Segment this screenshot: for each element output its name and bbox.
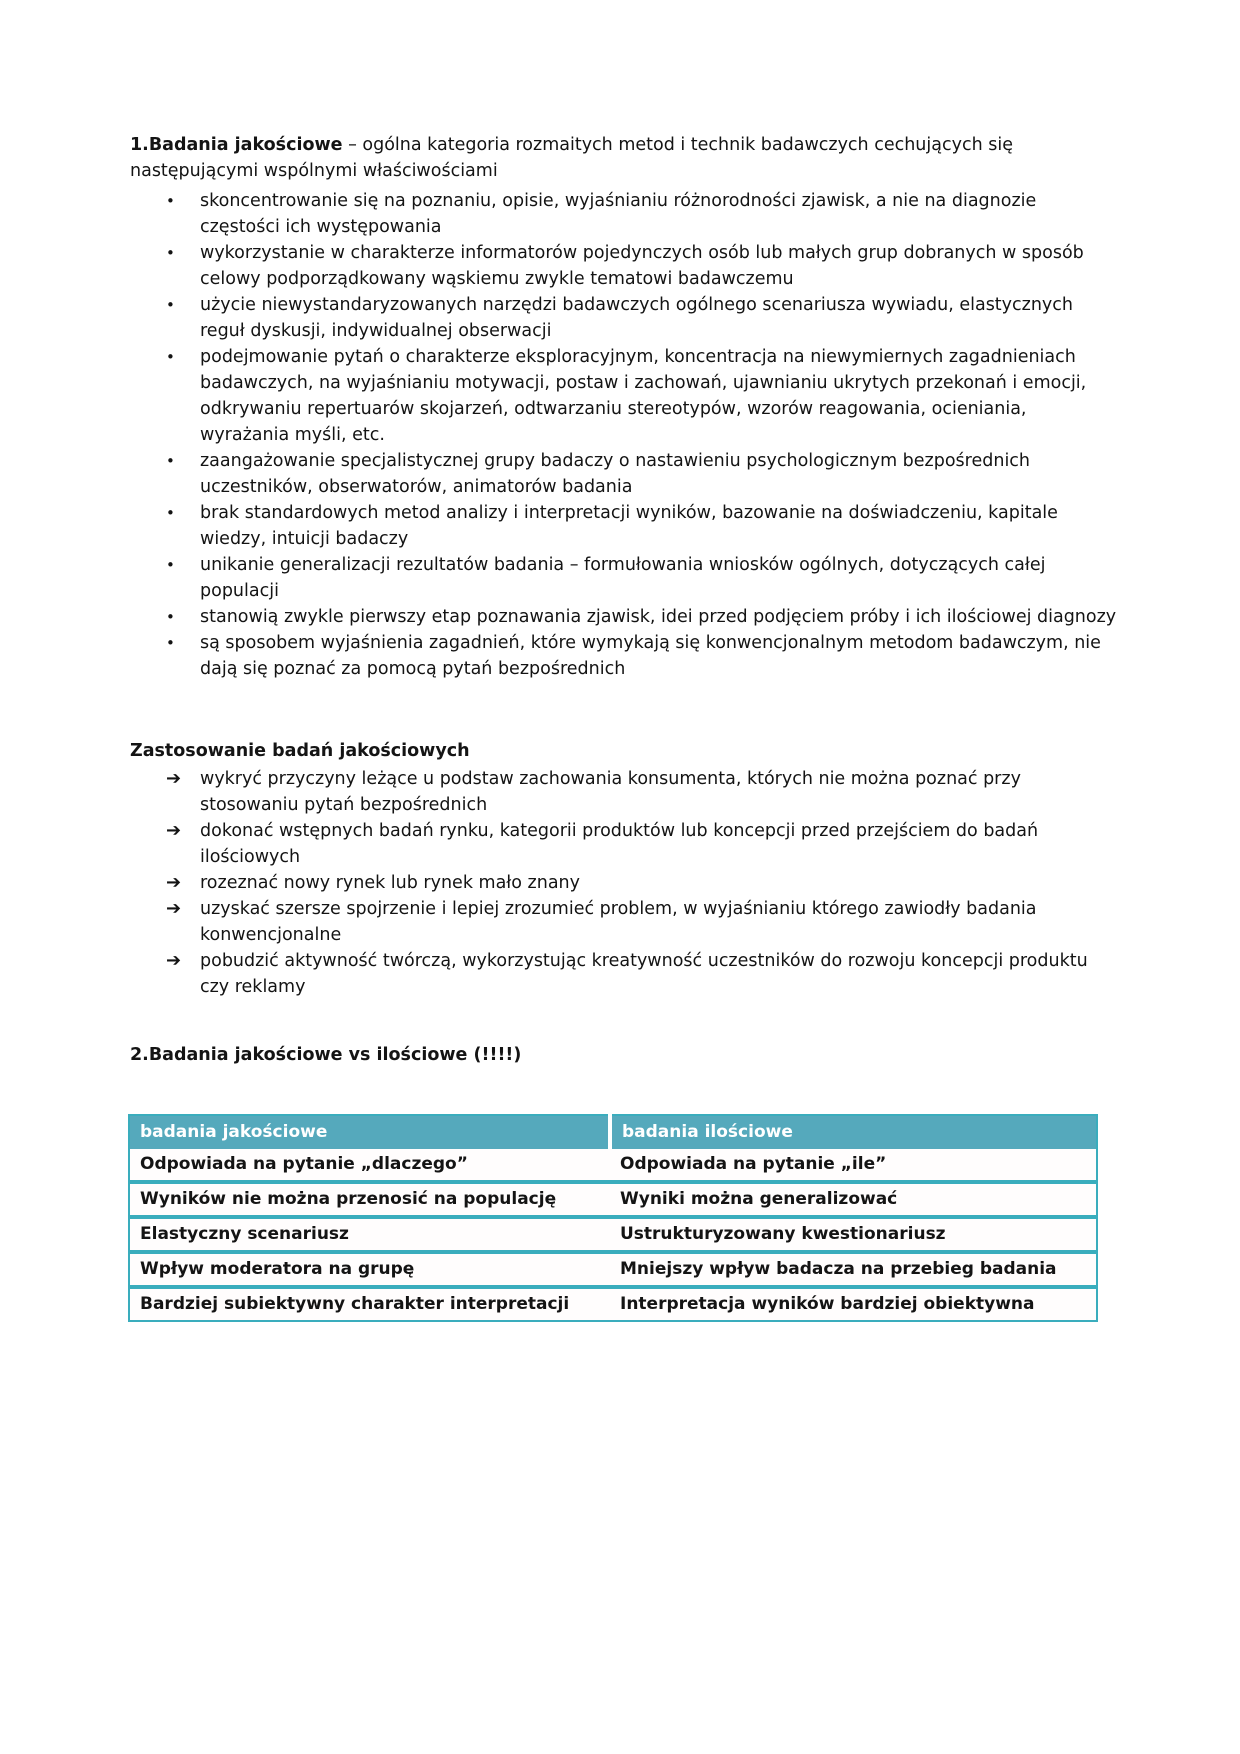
list-item-text: uzyskać szersze spojrzenie i lepiej zrozumieć problem, w wyjaśnianiu którego zawiodły badania konwencjonalne [200, 899, 1037, 945]
table-cell: Ustrukturyzowany kwestionariusz [610, 1217, 1097, 1252]
arrow-icon: ➔ [166, 898, 182, 919]
list-item-text: wykorzystanie w charakterze informatorów pojedynczych osób lub małych grup dobranych w sposób celowy podporządkowany wąskiemu zwykle tematowi badawczemu [200, 243, 1084, 289]
list-item [130, 344, 1120, 448]
list-item [130, 448, 1120, 500]
applications-list [130, 766, 1120, 1000]
bullet-icon: • [166, 556, 175, 574]
bullet-icon: • [166, 634, 175, 652]
bullet-icon: • [166, 504, 175, 522]
table-row [129, 1182, 1097, 1217]
list-item-text: zaangażowanie specjalistycznej grupy badaczy o nastawieniu psychologicznym bezpośrednich uczestników, obserwatorów, animatorów badania [200, 451, 1031, 497]
arrow-icon: ➔ [166, 768, 182, 789]
list-item-text: brak standardowych metod analizy i interpretacji wyników, bazowanie na doświadczeniu, kapitale wiedzy, intuicji badaczy [200, 503, 1058, 549]
bullet-icon: • [166, 244, 175, 262]
table-cell: Wpływ moderatora na grupę [129, 1252, 610, 1287]
table-cell: Bardziej subiektywny charakter interpretacji [129, 1287, 610, 1321]
list-item-text: pobudzić aktywność twórczą, wykorzystując kreatywność uczestników do rozwoju koncepcji produktu czy reklamy [200, 951, 1088, 997]
table-cell: Interpretacja wyników bardziej obiektywna [610, 1287, 1097, 1321]
list-item-text: są sposobem wyjaśnienia zagadnień, które wymykają się konwencjonalnym metodom badawczym, nie dają się poznać za pomocą pytań bezpośrednich [200, 633, 1101, 679]
list-item-text: wykryć przyczyny leżące u podstaw zachowania konsumenta, których nie można poznać przy stosowaniu pytań bezpośrednich [200, 769, 1021, 815]
table-row [129, 1149, 1097, 1182]
table-row [129, 1287, 1097, 1321]
table-row [129, 1217, 1097, 1252]
table-row [129, 1252, 1097, 1287]
table-cell: Wyników nie można przenosić na populację [129, 1182, 610, 1217]
table-cell: Odpowiada na pytanie „ile” [610, 1149, 1097, 1182]
bullet-icon: • [166, 296, 175, 314]
list-item-text: rozeznać nowy rynek lub rynek mało znany [200, 873, 580, 893]
column-header-quantitative: badania ilościowe [610, 1115, 1097, 1149]
bullet-icon: • [166, 192, 175, 210]
list-item [130, 630, 1120, 682]
list-item [130, 948, 1120, 1000]
list-item [130, 818, 1120, 870]
comparison-heading: 2.Badania jakościowe vs ilościowe (!!!!) [130, 1045, 522, 1065]
list-item-text: unikanie generalizacji rezultatów badania – formułowania wniosków ogólnych, dotyczących całej populacji [200, 555, 1046, 601]
applications-heading: Zastosowanie badań jakościowych [130, 741, 470, 761]
arrow-icon: ➔ [166, 820, 182, 841]
column-header-qualitative: badania jakościowe [129, 1115, 610, 1149]
list-item-text: dokonać wstępnych badań rynku, kategorii produktów lub koncepcji przed przejściem do badań ilościowych [200, 821, 1039, 867]
bullet-icon: • [166, 608, 175, 626]
bullet-icon: • [166, 452, 175, 470]
table-cell: Elastyczny scenariusz [129, 1217, 610, 1252]
arrow-icon: ➔ [166, 950, 182, 971]
list-item-text: stanowią zwykle pierwszy etap poznawania zjawisk, idei przed podjęciem próby i ich ilościowej diagnozy [200, 607, 1117, 627]
qualitative-properties-list [130, 188, 1120, 682]
list-item [130, 552, 1120, 604]
list-item [130, 604, 1120, 630]
intro-definition: – ogólna kategoria rozmaitych metod i technik badawczych cechujących się następującymi wspólnymi właściwościami [130, 135, 1013, 181]
document-body [130, 132, 1120, 1322]
bullet-icon: • [166, 348, 175, 366]
table-cell: Wyniki można generalizować [610, 1182, 1097, 1217]
list-item [130, 896, 1120, 948]
arrow-icon: ➔ [166, 872, 182, 893]
list-item [130, 292, 1120, 344]
table-cell: Mniejszy wpływ badacza na przebieg badania [610, 1252, 1097, 1287]
table-header-row [129, 1115, 1097, 1149]
list-item [130, 240, 1120, 292]
list-item [130, 188, 1120, 240]
intro-term: 1.Badania jakościowe [130, 135, 343, 155]
list-item-text: użycie niewystandaryzowanych narzędzi badawczych ogólnego scenariusza wywiadu, elastycznych reguł dyskusji, indywidualnej obserwacji [200, 295, 1073, 341]
table-cell: Odpowiada na pytanie „dlaczego” [129, 1149, 610, 1182]
list-item-text: skoncentrowanie się na poznaniu, opisie, wyjaśnianiu różnorodności zjawisk, a nie na diagnozie częstości ich występowania [200, 191, 1037, 237]
list-item-text: podejmowanie pytań o charakterze eksploracyjnym, koncentracja na niewymiernych zagadnieniach badawczych, na wyjaśnianiu motywacji, postaw i zachowań, ujawnianiu ukrytych przekonań i emocji, odkrywaniu repertuarów skojarzeń, odtwarzaniu stereotypów, wzorów reagowania, ocieniania, wyrażania myśli, etc. [200, 347, 1087, 445]
intro-paragraph [130, 132, 1120, 184]
list-item [130, 766, 1120, 818]
list-item [130, 500, 1120, 552]
comparison-table [128, 1114, 1098, 1322]
list-item [130, 870, 1120, 896]
